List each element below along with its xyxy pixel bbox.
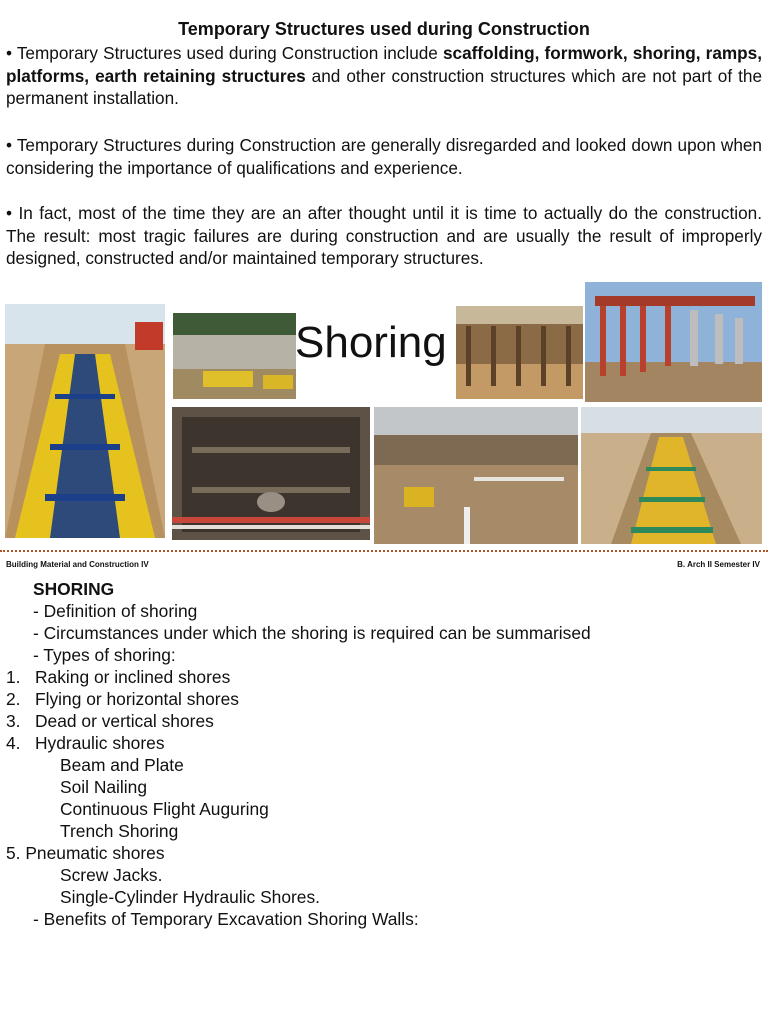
outline-subitem: Soil Nailing [60,777,147,797]
outline-item: - Types of shoring: [33,645,176,665]
outline-item: 5. Pneumatic shores [6,843,165,863]
outline-item: - Circumstances under which the shoring is required can be summarised [33,623,591,643]
retaining-wall-photo [456,306,583,399]
sheet-pile-photo [173,313,296,399]
section-heading: SHORING [33,579,115,599]
outline-item: 2. Flying or horizontal shores [6,689,239,709]
intro-p1-post: and other construction structures which are not part of the permanent installation. [6,65,763,108]
outline-subitem: Continuous Flight Auguring [60,799,269,819]
footer-semester: B. Arch II Semester IV [677,560,760,569]
outline-subitem: Beam and Plate [60,755,184,775]
outline-item: - Benefits of Temporary Excavation Shoring Walls: [33,909,419,929]
intro-p1-pre: • Temporary Structures used during Construction include [6,43,443,63]
trench-shoring-photo-2 [581,407,762,544]
outline-item: 1. Raking or inclined shores [6,667,231,687]
outline-subitem: Screw Jacks. [60,865,163,885]
bridge-falsework-photo [585,282,762,402]
outline-item: - Definition of shoring [33,601,198,621]
intro-p1-bold: scaffolding, formwork, shoring, ramps, platforms, earth retaining structures [6,43,762,86]
outline-subitem: Trench Shoring [60,821,179,841]
excavation-site-photo [374,407,578,544]
outline-item: 4. Hydraulic shores [6,733,165,753]
intro-paragraph-2: • Temporary Structures during Construction are generally disregarded and looked down upon when considering the importance of qualifications and experience. [6,135,762,178]
footer-course: Building Material and Construction IV [6,560,149,569]
intro-paragraph-3: • In fact, most of the time they are an after thought until it is time to actually do the construction. The result: most tragic failures are during construction and are usually the result of improperly designed, constructed and/or maintained temporary structures. [6,203,762,268]
page-title: Temporary Structures used during Construction [178,19,590,39]
deep-excavation-photo [172,407,370,540]
outline-item: 3. Dead or vertical shores [6,711,214,731]
outline-subitem: Single-Cylinder Hydraulic Shores. [60,887,321,907]
trench-shoring-photo-1 [5,304,165,538]
collage-label: Shoring [295,318,447,367]
section-divider [0,550,768,552]
intro-paragraph-1 [6,42,762,110]
